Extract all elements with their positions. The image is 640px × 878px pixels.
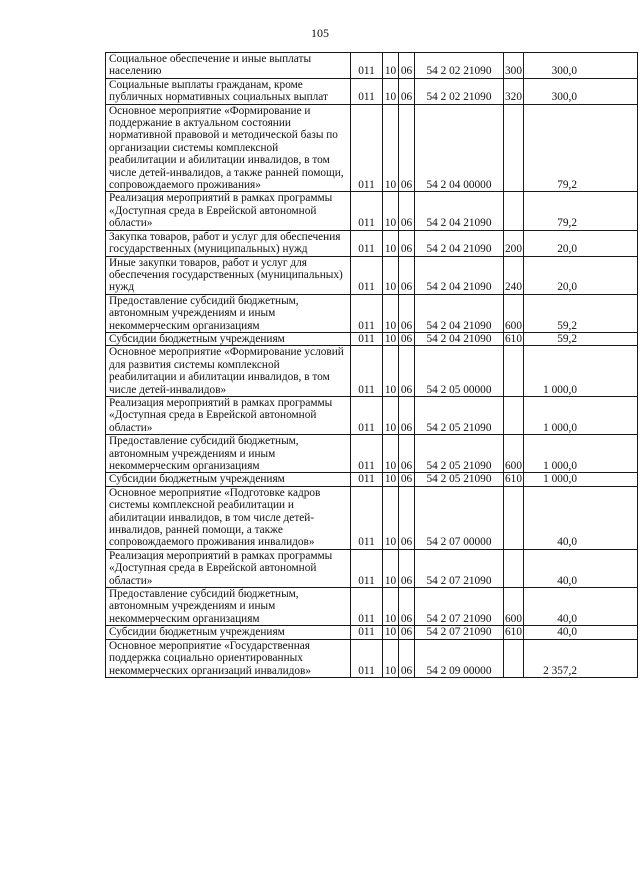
expense-type-code: 610 xyxy=(505,332,522,345)
table-row xyxy=(106,396,638,434)
amount: 40,0 xyxy=(524,626,638,639)
target-article-code: 54 2 05 21090 xyxy=(415,396,504,434)
subsection-code: 06 xyxy=(399,486,415,549)
target-article-code: 54 2 05 00000 xyxy=(415,346,504,397)
amount: 40,0 xyxy=(524,486,638,549)
table-row xyxy=(106,104,638,192)
amount: 1 000,0 xyxy=(524,346,638,397)
expense-type-code: 610 xyxy=(505,473,522,486)
subsection-code: 06 xyxy=(399,53,415,79)
subsection-code: 06 xyxy=(399,230,415,256)
expense-type-code: 320 xyxy=(504,78,524,104)
ministry-code: 011 xyxy=(351,626,383,639)
page-number: 105 xyxy=(311,26,329,40)
expense-type-code xyxy=(504,192,524,230)
table-row xyxy=(106,486,638,549)
target-article-code: 54 2 04 21090 xyxy=(415,332,504,345)
amount: 1 000,0 xyxy=(524,396,638,434)
amount: 1 000,0 xyxy=(524,473,638,486)
expense-type-code xyxy=(504,549,524,587)
table-row xyxy=(106,332,638,345)
budget-table xyxy=(105,52,638,678)
ministry-code: 011 xyxy=(351,294,383,332)
subsection-code: 06 xyxy=(399,396,415,434)
target-article-code: 54 2 04 21090 xyxy=(415,230,504,256)
amount: 40,0 xyxy=(524,588,638,626)
expense-type-code xyxy=(504,104,524,192)
expense-type-code: 600 xyxy=(504,294,524,332)
amount: 20,0 xyxy=(524,256,638,294)
section-code: 10 xyxy=(383,639,399,677)
subsection-code: 06 xyxy=(399,294,415,332)
target-article-code: 54 2 02 21090 xyxy=(415,78,504,104)
target-article-code: 54 2 02 21090 xyxy=(415,53,504,79)
subsection-code: 06 xyxy=(399,588,415,626)
item-name: Субсидии бюджетным учреждениям xyxy=(106,473,351,486)
amount: 59,2 xyxy=(524,332,638,345)
ministry-code: 011 xyxy=(351,230,383,256)
expense-type-code: 600 xyxy=(504,588,524,626)
table-row xyxy=(106,256,638,294)
amount: 79,2 xyxy=(524,192,638,230)
table-row xyxy=(106,626,638,639)
section-code: 10 xyxy=(383,230,399,256)
subsection-code: 06 xyxy=(399,346,415,397)
table-row xyxy=(106,473,638,486)
ministry-code: 011 xyxy=(351,104,383,192)
table-row xyxy=(106,435,638,473)
item-name: Субсидии бюджетным учреждениям xyxy=(106,332,351,345)
amount: 1 000,0 xyxy=(524,435,638,473)
ministry-code: 011 xyxy=(351,192,383,230)
amount: 40,0 xyxy=(524,549,638,587)
expense-type-code xyxy=(504,396,524,434)
ministry-code: 011 xyxy=(351,435,383,473)
expense-type-code xyxy=(504,346,524,397)
ministry-code: 011 xyxy=(351,396,383,434)
target-article-code: 54 2 07 21090 xyxy=(415,626,504,639)
target-article-code: 54 2 04 21090 xyxy=(415,192,504,230)
table-row xyxy=(106,192,638,230)
table-row xyxy=(106,78,638,104)
target-article-code: 54 2 04 00000 xyxy=(415,104,504,192)
item-name: Предоставление субсидий бюджетным, автономным учреждениям и иным некоммерческим организациям xyxy=(106,294,351,332)
amount: 300,0 xyxy=(524,53,638,79)
ministry-code: 011 xyxy=(351,78,383,104)
expense-type-code: 200 xyxy=(504,230,524,256)
item-name: Предоставление субсидий бюджетным, автономным учреждениям и иным некоммерческим организациям xyxy=(106,588,351,626)
section-code: 10 xyxy=(383,435,399,473)
table-row xyxy=(106,346,638,397)
expense-type-code xyxy=(504,639,524,677)
item-name: Социальные выплаты гражданам, кроме публичных нормативных социальных выплат xyxy=(106,78,351,104)
section-code: 10 xyxy=(383,346,399,397)
target-article-code: 54 2 09 00000 xyxy=(415,639,504,677)
subsection-code: 06 xyxy=(399,626,415,639)
ministry-code: 011 xyxy=(351,486,383,549)
target-article-code: 54 2 07 21090 xyxy=(415,588,504,626)
target-article-code: 54 2 04 21090 xyxy=(415,294,504,332)
section-code: 10 xyxy=(383,486,399,549)
expense-type-code xyxy=(504,486,524,549)
subsection-code: 06 xyxy=(399,256,415,294)
section-code: 10 xyxy=(383,104,399,192)
target-article-code: 54 2 05 21090 xyxy=(415,473,504,486)
section-code: 10 xyxy=(383,332,399,345)
ministry-code: 011 xyxy=(351,588,383,626)
section-code: 10 xyxy=(383,473,399,486)
expense-type-code: 300 xyxy=(504,53,524,79)
section-code: 10 xyxy=(383,256,399,294)
ministry-code: 011 xyxy=(351,549,383,587)
ministry-code: 011 xyxy=(351,256,383,294)
amount: 79,2 xyxy=(524,104,638,192)
subsection-code: 06 xyxy=(399,104,415,192)
section-code: 10 xyxy=(383,294,399,332)
item-name: Реализация мероприятий в рамках программы «Доступная среда в Еврейской автономной области» xyxy=(106,549,351,587)
table-row xyxy=(106,549,638,587)
item-name: Основное мероприятие «Государственная поддержка социально ориентированных некоммерческих организаций инвалидов» xyxy=(106,639,351,677)
table-row xyxy=(106,294,638,332)
section-code: 10 xyxy=(383,626,399,639)
subsection-code: 06 xyxy=(399,435,415,473)
amount: 59,2 xyxy=(524,294,638,332)
section-code: 10 xyxy=(383,396,399,434)
expense-type-code: 610 xyxy=(505,626,522,639)
target-article-code: 54 2 04 21090 xyxy=(415,256,504,294)
subsection-code: 06 xyxy=(399,78,415,104)
ministry-code: 011 xyxy=(351,639,383,677)
subsection-code: 06 xyxy=(399,473,415,486)
ministry-code: 011 xyxy=(351,53,383,79)
item-name: Реализация мероприятий в рамках программы «Доступная среда в Еврейской автономной области» xyxy=(106,396,351,434)
target-article-code: 54 2 07 00000 xyxy=(415,486,504,549)
item-name: Иные закупки товаров, работ и услуг для обеспечения государственных (муниципальных) нужд xyxy=(106,256,351,294)
item-name: Субсидии бюджетным учреждениям xyxy=(106,626,351,639)
amount: 2 357,2 xyxy=(524,639,638,677)
amount: 300,0 xyxy=(524,78,638,104)
item-name: Социальное обеспечение и иные выплаты населению xyxy=(106,53,351,79)
section-code: 10 xyxy=(383,53,399,79)
section-code: 10 xyxy=(383,588,399,626)
subsection-code: 06 xyxy=(399,549,415,587)
ministry-code: 011 xyxy=(351,346,383,397)
amount: 20,0 xyxy=(524,230,638,256)
item-name: Основное мероприятие «Подготовке кадров системы комплексной реабилитации и абилитации инвалидов, в том числе детей-инвалидов, ранней помощи, а также сопровождаемого проживания инвалидов» xyxy=(106,486,351,549)
section-code: 10 xyxy=(383,192,399,230)
subsection-code: 06 xyxy=(399,332,415,345)
item-name: Основное мероприятие «Формирование условий для развития системы комплексной реабилитации и абилитации инвалидов, в том числе детей-инвалидов» xyxy=(106,346,351,397)
item-name: Реализация мероприятий в рамках программы «Доступная среда в Еврейской автономной области» xyxy=(106,192,351,230)
expense-type-code: 600 xyxy=(504,435,524,473)
ministry-code: 011 xyxy=(351,332,383,345)
subsection-code: 06 xyxy=(399,192,415,230)
item-name: Основное мероприятие «Формирование и поддержание в актуальном состоянии нормативной правовой и методической базы по организации системы комплексной реабилитации и абилитации инвалидов, в том числе детей-инвалидов, а также ранней помощи, сопровождаемого проживания» xyxy=(106,104,351,192)
table-row xyxy=(106,53,638,79)
ministry-code: 011 xyxy=(351,473,383,486)
expense-type-code: 240 xyxy=(504,256,524,294)
table-row xyxy=(106,639,638,677)
section-code: 10 xyxy=(383,78,399,104)
section-code: 10 xyxy=(383,549,399,587)
item-name: Закупка товаров, работ и услуг для обеспечения государственных (муниципальных) нужд xyxy=(106,230,351,256)
subsection-code: 06 xyxy=(399,639,415,677)
budget-table-body xyxy=(106,53,638,678)
target-article-code: 54 2 05 21090 xyxy=(415,435,504,473)
table-row xyxy=(106,588,638,626)
target-article-code: 54 2 07 21090 xyxy=(415,549,504,587)
item-name: Предоставление субсидий бюджетным, автономным учреждениям и иным некоммерческим организациям xyxy=(106,435,351,473)
table-row xyxy=(106,230,638,256)
